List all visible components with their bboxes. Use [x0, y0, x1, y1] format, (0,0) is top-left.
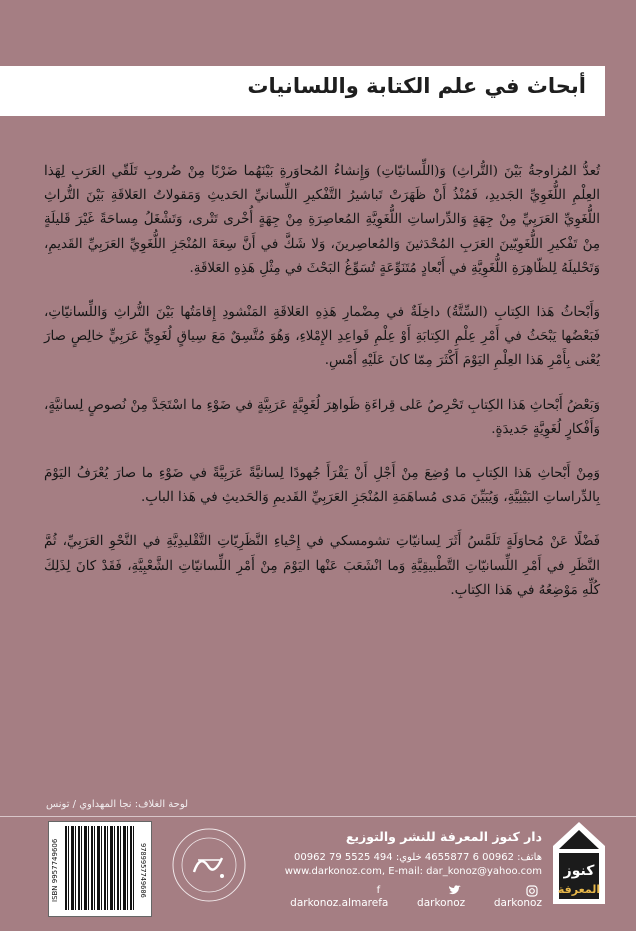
blurb-paragraph: فَضْلًا عَنْ مُحاوَلَةٍ تَلَمَّسُ أَثَرَ لِسانيّاتِ تشومسكي في إِحْياءِ النَّظَرِيّاتِ التَّقْليدِيَّةِ في النَّحْوِ العَرَبِيِّ، ثُمَّ النَّظَرِ في أَمْرِ اللِّسانيّاتِ التَّطْبيقِيَّةِ وَما انْشَعَبَ عَنْها اليَوْمَ مِنْ أَمْرِ اللِّسانيّاتِ الشَّعْبِيَّةِ، فَقَدْ كانَ لِذَلِكَ كُلِّهِ مَوْضِعُهُ في هَذا الكِتابِ. — [44, 534, 600, 598]
designer-stamp-icon — [170, 826, 248, 904]
blurb-paragraph: تُعدُّ المُزاوجةُ بَيْنَ (التُّراثِ) وَ(اللِّسانيّاتِ) وَإِنشاءُ المُحاوَرةِ بَيْنَهُما ضَرْبًا مِنْ ضُروبِ تَلَقّي العَرَبِ لِهَذا العِلْمِ اللُّغَوِيِّ الجَديدِ، فَمُنْذُ أَنْ ظَهَرَتْ تَباشيرُ التَّفْكيرِ اللِّسانيِّ الحَديثِ وَمَقولاتُ العَلاقَةِ بَيْنَ التُّراثِ اللُّغَوِيِّ العَرَبِيِّ مِنْ جِهَةٍ وَالدِّراساتِ اللُّغَوِيَّةِ المُعاصِرَةِ مِنْ جِهَةٍ أُخْرى تَتْرى، وَتَشْغَلُ مِساحَةً غَيْرَ قَليلَةٍ مِنْ تَفْكيرِ اللُّغَوِيّينَ العَرَبِ المُحْدَثينَ وَالمُعاصِرينَ، وَلا شَكَّ في أَنَّ سِعَةَ المُنْجَزِ اللُّغَوِيِّ العَرَبِيِّ القَديمِ، وَتَحْليلَهُ لِلظّاهِرَةِ اللُّغَوِيَّةِ في أَبْعادٍ مُتَنَوِّعَةٍ تُسَوِّغُ البَحْثَ في مِثْلِ هَذِهِ العَلاقَةِ. — [44, 164, 600, 276]
isbn-label: ISBN 9957749606 — [51, 838, 59, 902]
social-twitter[interactable]: darkonoz — [398, 885, 465, 909]
publisher-web: www.darkonoz.com, E-mail: dar_konoz@yahoo.com — [284, 866, 542, 877]
facebook-icon: f — [376, 885, 381, 896]
barcode-bars — [65, 826, 135, 910]
publisher-name: دار كنوز المعرفة للنشر والتوزيع — [345, 829, 542, 844]
footer-divider — [0, 816, 636, 817]
social-links — [272, 885, 542, 909]
publisher-phone: هاتف: 00962 6 4655877 خلوي: 494 5525 79 00962 — [294, 852, 542, 863]
svg-text:كنوز: كنوز — [563, 863, 595, 879]
isbn-barcode — [48, 821, 152, 917]
publisher-info — [272, 829, 542, 909]
blurb-paragraph: وَبَعْضُ أَبْحاثِ هَذا الكِتابِ تَحْرِصُ عَلى قِراءَةِ ظَواهِرَ لُغَوِيَّةٍ عَرَبِيَّةٍ في ضَوْءِ ما اسْتَجَدَّ مِنْ نُصوصٍ لِسانيَّةٍ، وَأَفْكارٍ لُغَوِيَّةٍ جَديدَةٍ. — [44, 397, 600, 437]
cover-art-credit: لوحة الغلاف: نجا المهداوي / تونس — [46, 799, 189, 810]
social-facebook[interactable]: f darkonoz.almarefa — [290, 885, 389, 909]
blurb-paragraph: وَمِنْ أَبْحاثِ هَذا الكِتابِ ما وُضِعَ مِنْ أَجْلِ أَنْ يَقْرَأَ جُهودًا لِسانيَّةً عَرَبِيَّةً في ضَوْءِ ما صارَ يُعْرَفُ اليَوْمَ بِالدِّراساتِ البَيْنِيَّةِ، وَيُبَيِّنَ مَدى مُساهَمَةِ المُنْجَزِ العَرَبِيِّ القَديمِ وَالحَديثِ في هَذا البابِ. — [44, 466, 600, 506]
social-instagram[interactable]: darkonoz — [475, 885, 542, 909]
instagram-icon — [526, 885, 538, 897]
svg-text:المعرفة: المعرفة — [557, 883, 601, 896]
book-title: أبحاث في علم الكتابة واللسانيات — [247, 74, 586, 98]
blurb-paragraph: وَأَبْحاثُ هَذا الكِتابِ (السِّتَّةُ) داخِلَةٌ في مِضْمارِ هَذِهِ العَلاقَةِ المَنْشودِ إِقامَتُها بَيْنَ التُّراثِ وَاللِّسانيّاتِ، فَبَعْضُها يَبْحَثُ في أَمْرِ عِلْمِ الكِتابَةِ أَوْ عِلْمِ قَواعِدِ الإِمْلاءِ، وَهُوَ مُتَّسِقٌ مَعَ سِياقٍ لُغَوِيٍّ عَرَبِيٍّ خالِصٍ صارَ يُعْنى بِأَمْرِ هَذا العِلْمِ اليَوْمَ أَكْثَرَ مِمّا كانَ عَلَيْهِ أَمْسِ. — [44, 305, 600, 369]
publisher-logo-icon — [551, 820, 607, 906]
blurb — [44, 160, 600, 623]
barcode-number: 9789957749606 — [139, 842, 147, 898]
twitter-icon — [449, 885, 461, 897]
